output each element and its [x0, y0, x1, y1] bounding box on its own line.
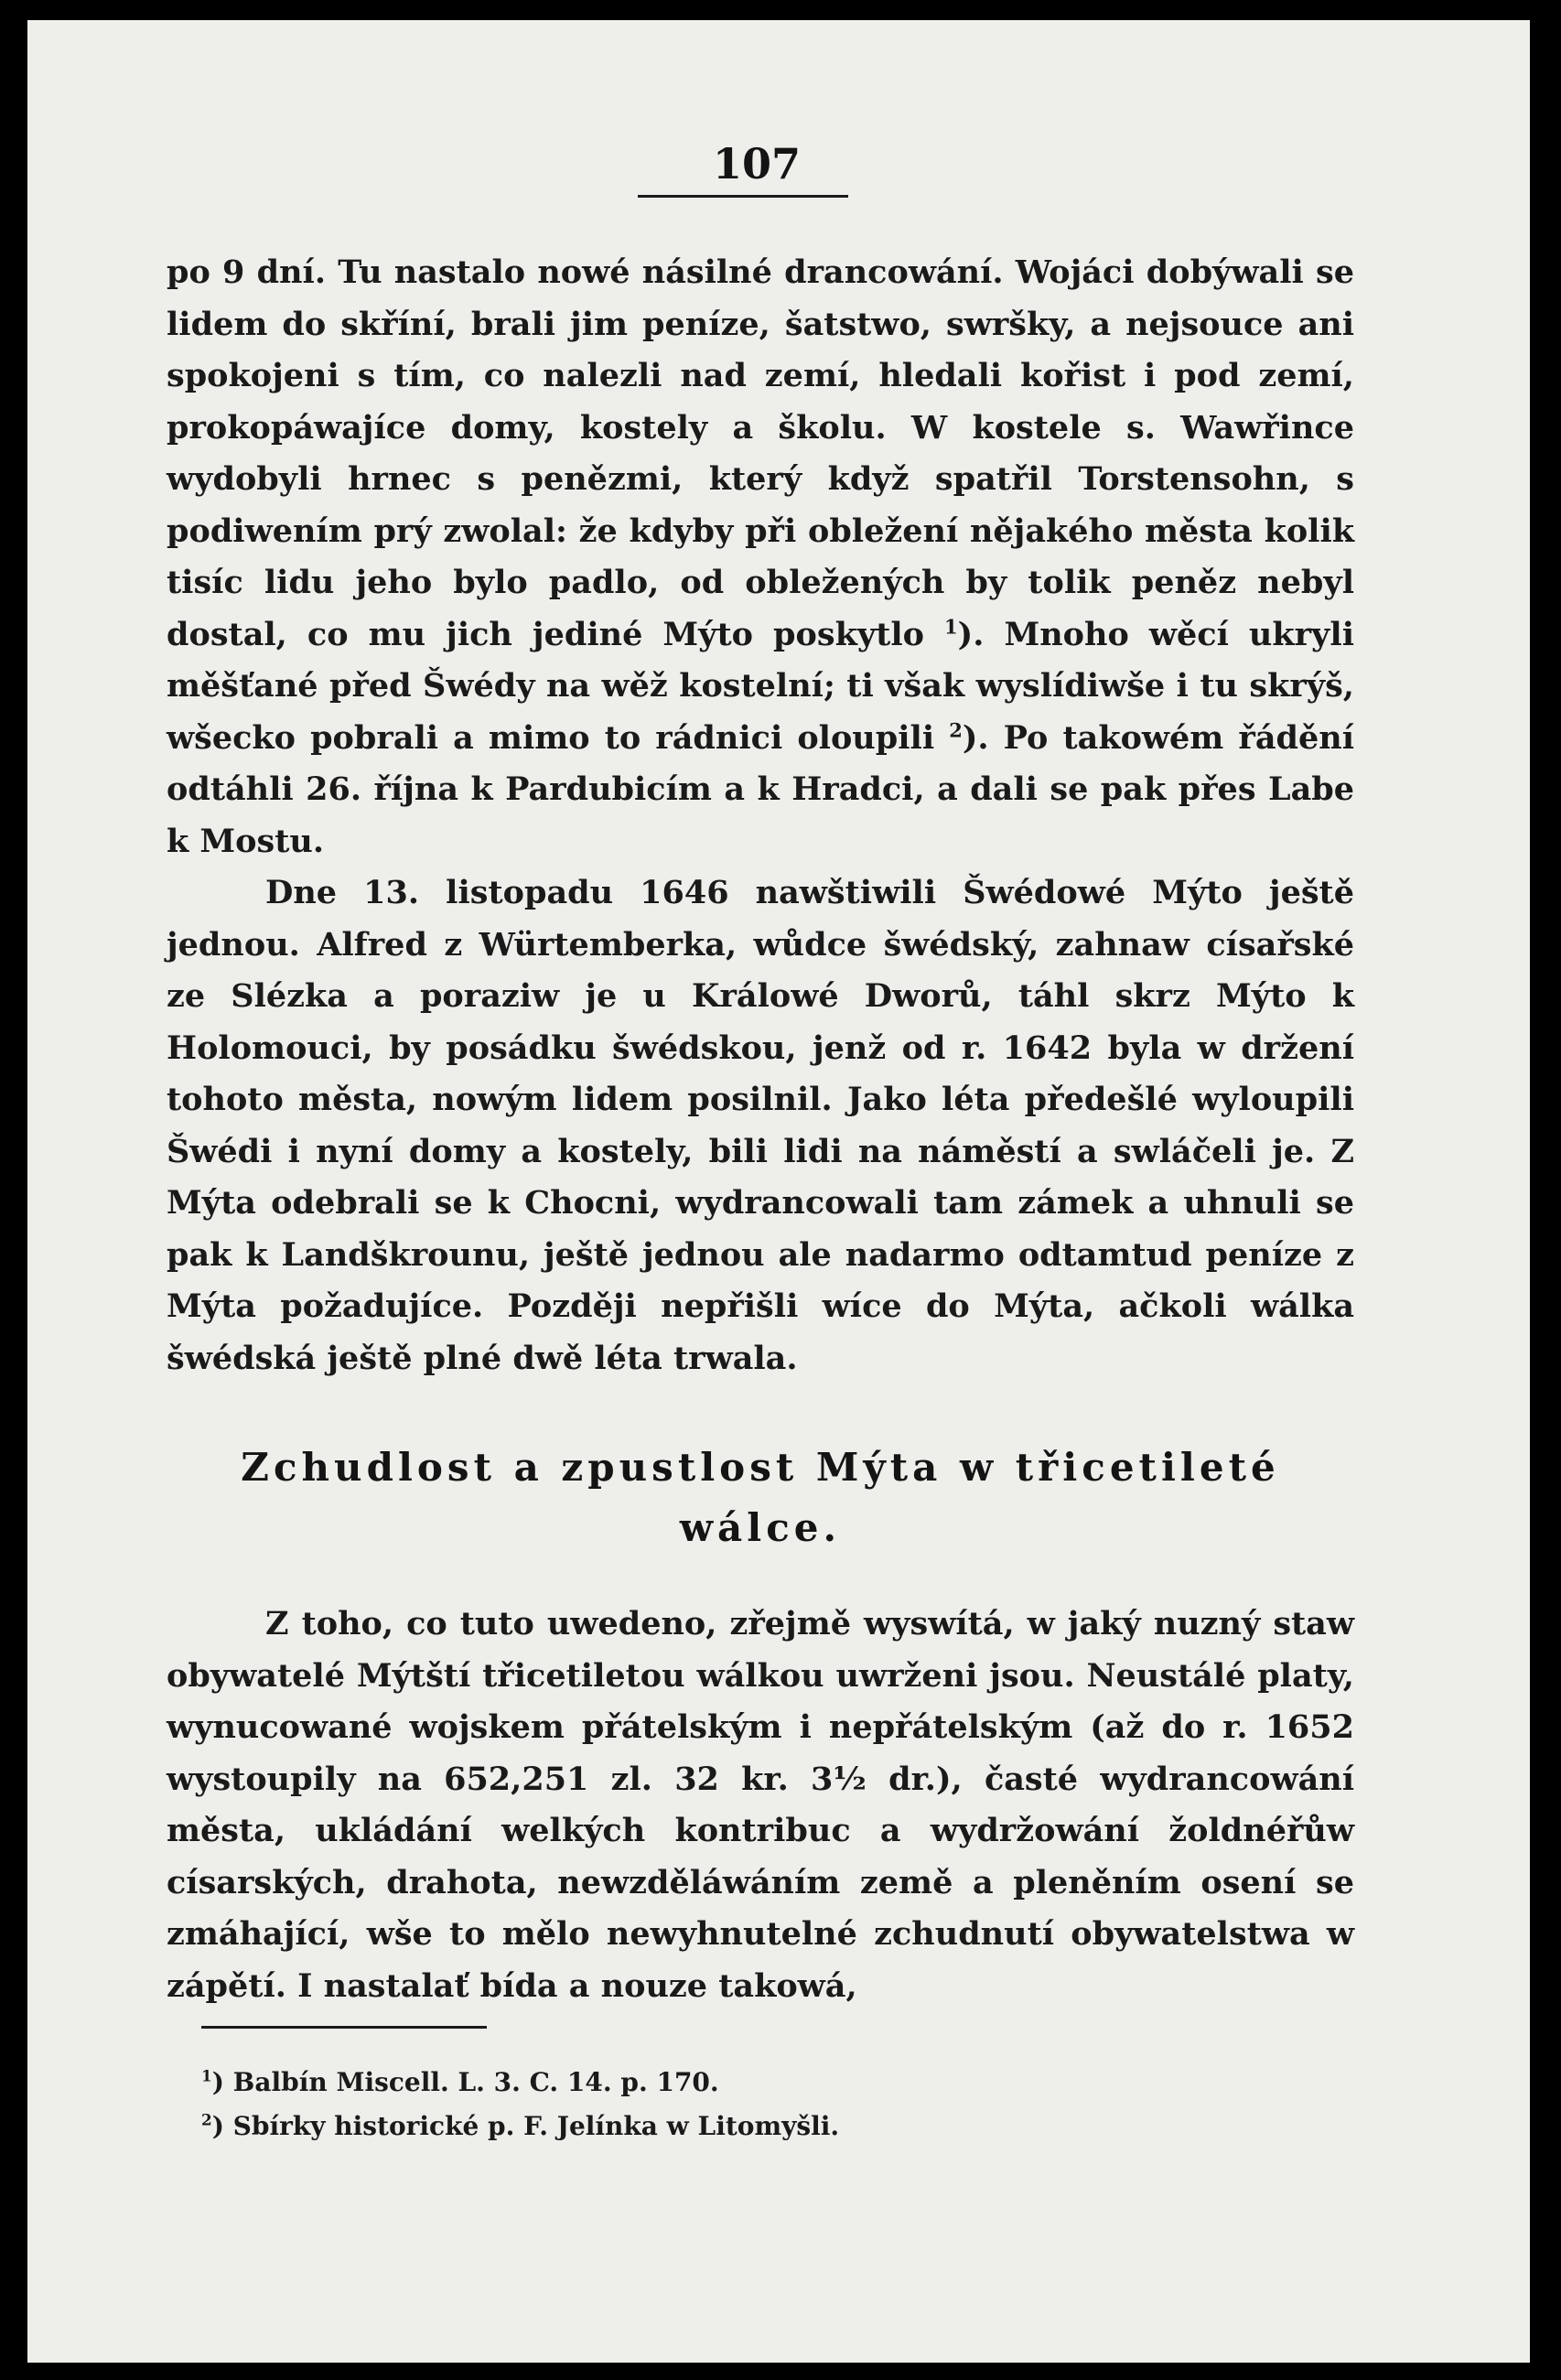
page-number-rule: [638, 195, 848, 198]
paragraph-3-part-2: dr.), časté wydrancowání města, ukládání welkých kontribuc a wydržowání žoldnéřůw císarských, drahota, newzděláwáním země a pleněním osení se zmáhající, wše to mělo newyhnutelné zchudnutí obywatelstwa w zápětí. I nastalať bída a nouze takowá,: [167, 1760, 1354, 2005]
footnote-2: [201, 2105, 1299, 2148]
footnote-1-marker: 1: [201, 2066, 212, 2085]
paragraph-1-part-3: ). Po takowém řádění odtáhli 26. října k Pardubicím a k Hradci, a dali se pak přes Labe k Mostu.: [167, 718, 1355, 860]
book-page: [27, 20, 1530, 2363]
footnote-2-text: ) Sbírky historické p. F. Jelínka w Litomyšli.: [211, 2111, 840, 2141]
fraction-half: ½: [833, 1760, 867, 1798]
page-number: 107: [712, 139, 802, 188]
paragraph-2: Dne 13. listopadu 1646 nawštiwili Šwédowé Mýto ještě jednou. Alfred z Würtemberka, wůdce šwédský, zahnaw císařské ze Slézka a poraziw je u Králowé Dworů, táhl skrz Mýto k Holomouci, by posádku šwédskou, jenž od r. 1642 byla w držení tohoto města, nowým lidem posilnil. Jako léta předešlé wyloupili Šwédi i nyní domy a kostely, bili lidi na náměstí a swláčeli je. Z Mýta odebrali se k Chocni, wydrancowali tam zámek a uhnuli se pak k Landškrounu, ještě jednou ale nadarmo odtamtud peníze z Mýta požadujíce. Později nepřišli wíce do Mýta, ačkoli wálka šwédská ještě plné dwě léta trwala.: [167, 874, 1354, 1377]
footnote-1: [201, 2061, 1299, 2105]
paragraph-1: [167, 247, 1354, 867]
paragraph-1-part-2: ). Mnoho wěcí ukryli měšťané před Šwédy na wěž kostelní; ti však wyslídiwše i tu skrýš, wšecko pobrali a mimo to rádnici oloupili: [167, 615, 1354, 757]
paragraph-3: [167, 1599, 1354, 2012]
section-heading: Zchudlost a zpustlost Mýta w třicetileté wálce.: [241, 1445, 1280, 1550]
footnote-divider: [201, 2026, 487, 2029]
footnote-2-marker: 2: [201, 2110, 212, 2129]
paragraph-3-part-1: Z toho, co tuto uwedeno, zřejmě wyswítá, w jaký nuzný staw obywatelé Mýtští třicetiletou wálkou uwrženi jsou. Neustálé platy, wynucowané wojskem přátelským i nepřátelským (až do r. 1652 wystoupily na 652,251 zl. 32 kr. 3: [167, 1605, 1354, 1798]
footnote-ref-1: 1: [944, 614, 958, 638]
footnotes-list: [201, 2061, 1299, 2148]
paragraph-1-part-1: po 9 dní. Tu nastalo nowé násilné drancowání. Wojáci dobýwali se lidem do skříní, brali jim peníze, šatstwo, swršky, a nejsouce ani spokojeni s tím, co nalezli nad zemí, hledali kořist i pod zemí, prokopáwajíce domy, kostely a školu. W kostele s. Wawřince wydobyli hrnec s penězmi, který když spatřil Torstensohn, s podiwením prý zwolal: že kdyby při obležení nějakého města kolik tisíc lidu jeho bylo padlo, od obležených by tolik peněz nebyl dostal, co mu jich jediné Mýto poskytlo: [167, 253, 1354, 653]
footnote-ref-2: 2: [949, 717, 963, 741]
body-text: [167, 247, 1354, 2012]
footnote-1-text: ) Balbín Miscell. L. 3. C. 14. p. 170.: [211, 2067, 719, 2097]
